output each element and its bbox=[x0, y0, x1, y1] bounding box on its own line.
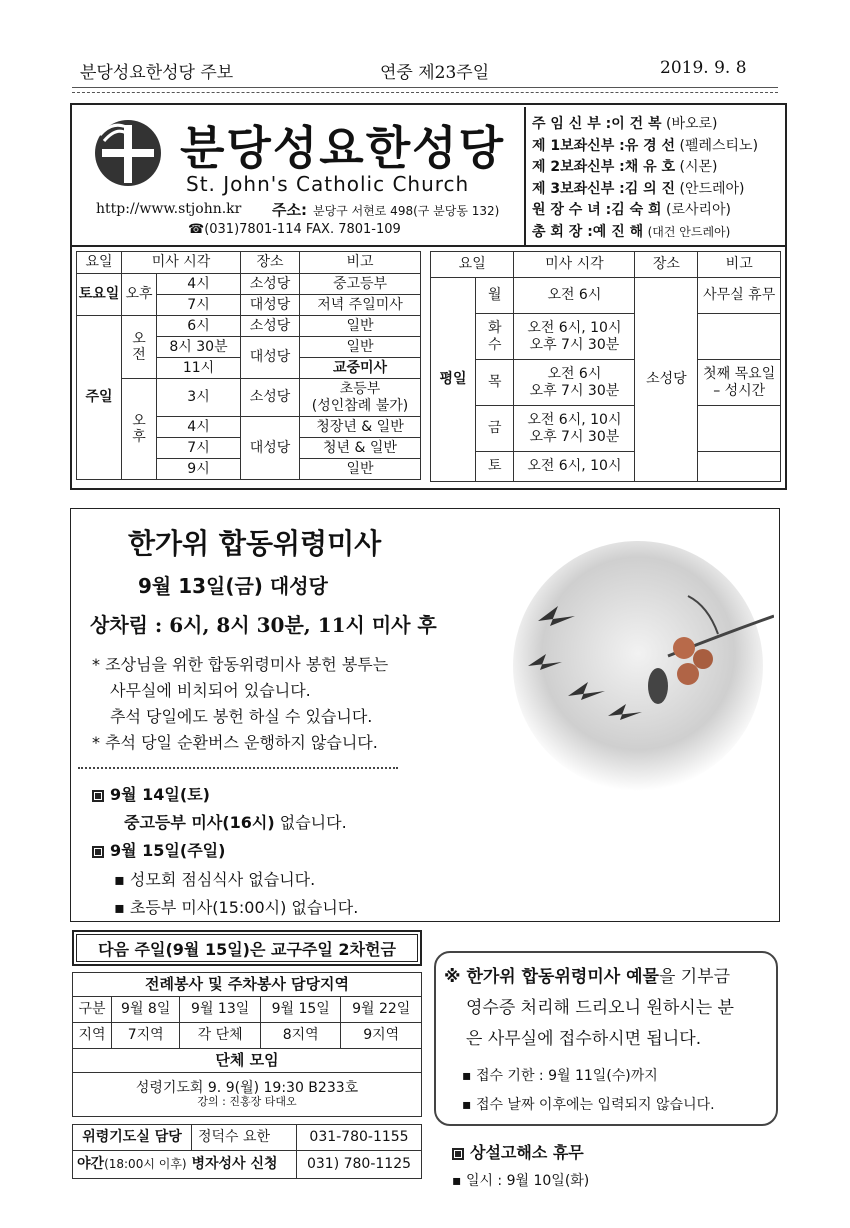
place-cell: 대성당 bbox=[241, 295, 300, 316]
group-title: 단체 모임 bbox=[73, 1049, 422, 1073]
time-cell: 오전 6시 오후 7시 30분 bbox=[514, 360, 635, 406]
item1-title: 9월 14일(토) bbox=[110, 785, 210, 804]
duty-cell: 각 단체 bbox=[180, 1023, 261, 1049]
bulletin-name: 분당성요한성당 주보 bbox=[80, 63, 234, 83]
col-header: 미사 시각 bbox=[514, 252, 635, 278]
time-cell: 오전 6시, 10시 오후 7시 30분 bbox=[514, 406, 635, 452]
feature-title: 한가위 합동위령미사 bbox=[128, 527, 382, 560]
place-cell: 소성당 bbox=[241, 379, 300, 417]
staff-row: 제 2보좌신부 :채 유 호 (시몬) bbox=[532, 159, 718, 175]
staff-row: 주 임 신 부 :이 건 복 (바오로) bbox=[532, 116, 718, 132]
closure-title: 상설고해소 휴무 bbox=[470, 1143, 584, 1162]
duty-title: 전례봉사 및 주차봉사 담당지역 bbox=[73, 973, 422, 997]
time-cell: 9시 bbox=[157, 459, 241, 480]
duty-cell: 9지역 bbox=[341, 1023, 422, 1049]
duty-cell: 9월 22일 bbox=[341, 997, 422, 1023]
col-header: 요일 bbox=[77, 252, 122, 274]
weekday-cell: 월 bbox=[476, 278, 514, 314]
col-header: 장소 bbox=[635, 252, 698, 278]
duty-cell: 9월 15일 bbox=[260, 997, 341, 1023]
masthead-bottom-rule bbox=[72, 245, 785, 247]
weekend-mass-table bbox=[76, 251, 421, 480]
group-meeting-sub: 강의 : 진홍장 타대오 bbox=[197, 1095, 297, 1109]
church-logo-icon bbox=[92, 117, 164, 189]
masthead-divider bbox=[524, 107, 526, 245]
note-cell bbox=[698, 452, 781, 482]
period-cell: 오 전 bbox=[122, 316, 157, 379]
notice-bullet: ▪ 접수 날짜 이후에는 입력되지 않습니다. bbox=[462, 1097, 715, 1113]
place-cell: 대성당 bbox=[241, 417, 300, 480]
feature-notes bbox=[92, 652, 388, 756]
church-name-ko: 분당성요한성당 bbox=[180, 121, 506, 175]
staff-row: 총 회 장 :예 진 해 (대건 안드레아) bbox=[532, 223, 731, 240]
checkbox-square-icon bbox=[92, 846, 104, 858]
day-cell: 평일 bbox=[431, 278, 476, 482]
duty-table bbox=[72, 972, 422, 1117]
contact-table bbox=[72, 1124, 422, 1179]
note-cell: 일반 bbox=[300, 337, 421, 358]
item1-title-row bbox=[92, 782, 210, 805]
note-cell: 일반 bbox=[300, 459, 421, 480]
staff-row: 원 장 수 녀 :김 숙 희 (로사리아) bbox=[532, 202, 732, 218]
night-sacrament-label: 야간(18:00시 이후) 병자성사 신청 bbox=[73, 1151, 297, 1179]
church-address: 분당구 서현로 498(구 분당동 132) bbox=[313, 204, 500, 218]
duty-cell: 9월 13일 bbox=[180, 997, 261, 1023]
col-header: 요일 bbox=[431, 252, 514, 278]
col-header: 비고 bbox=[698, 252, 781, 278]
bulletin-date: 2019. 9. 8 bbox=[660, 58, 747, 78]
place-cell: 소성당 bbox=[635, 278, 698, 482]
weekday-cell: 화 수 bbox=[476, 314, 514, 360]
church-website-link[interactable]: http://www.stjohn.kr bbox=[96, 201, 242, 217]
liturgical-week: 연중 제23주일 bbox=[380, 63, 490, 83]
item1-rest: 없습니다. bbox=[274, 813, 347, 832]
time-cell: 7시 bbox=[157, 438, 241, 459]
notice-bold: ※ 한가위 합동위령미사 예물 bbox=[444, 967, 659, 987]
time-cell: 7시 bbox=[157, 295, 241, 316]
period-cell: 오후 bbox=[122, 274, 157, 316]
staff-row: 제 1보좌신부 :유 경 선 (펠레스티노) bbox=[532, 137, 759, 154]
item2-line: ▪ 초등부 미사(15:00시) 없습니다. bbox=[114, 898, 359, 917]
feature-sangcharim: 상차림 : 6시, 8시 30분, 11시 미사 후 bbox=[90, 613, 437, 637]
address-label: 주소: bbox=[272, 201, 307, 219]
notice-line: 은 사무실에 접수하시면 됩니다. bbox=[466, 1029, 702, 1049]
item1-bold: 중고등부 미사(16시) bbox=[124, 813, 275, 832]
memorial-name: 정덕수 요한 bbox=[192, 1125, 297, 1151]
note-cell: 청장년 & 일반 bbox=[300, 417, 421, 438]
note-cell: 첫째 목요일 – 성시간 bbox=[698, 360, 781, 406]
place-cell: 소성당 bbox=[241, 274, 300, 295]
duty-cell: 7지역 bbox=[112, 1023, 180, 1049]
note-line: * 조상님을 위한 합동위령미사 봉헌 봉투는 bbox=[92, 655, 389, 674]
memorial-phone: 031-780-1155 bbox=[297, 1125, 422, 1151]
note-cell: 교중미사 bbox=[300, 358, 421, 379]
weekday-cell: 목 bbox=[476, 360, 514, 406]
time-cell: 오전 6시 bbox=[514, 278, 635, 314]
duty-cell: 지역 bbox=[73, 1023, 112, 1049]
period-cell: 오 후 bbox=[122, 379, 157, 480]
closure-title-row bbox=[452, 1140, 584, 1163]
time-cell: 6시 bbox=[157, 316, 241, 337]
duty-cell: 구분 bbox=[73, 997, 112, 1023]
item1-line bbox=[124, 810, 347, 833]
checkbox-square-icon bbox=[452, 1148, 464, 1160]
item2-title-row bbox=[92, 838, 225, 861]
note-cell: 저녁 주일미사 bbox=[300, 295, 421, 316]
notice-rest: 을 기부금 bbox=[658, 967, 731, 987]
header-rule bbox=[72, 87, 778, 88]
note-cell: 중고등부 bbox=[300, 274, 421, 295]
notice-bullet: ▪ 접수 기한 : 9월 11일(수)까지 bbox=[462, 1068, 658, 1084]
day-cell: 토요일 bbox=[77, 274, 122, 316]
group-meeting bbox=[73, 1073, 422, 1117]
night-sacrament-phone: 031) 780-1125 bbox=[297, 1151, 422, 1179]
offering-bullets bbox=[462, 1062, 715, 1120]
church-name-en: St. John's Catholic Church bbox=[186, 172, 470, 196]
staff-list bbox=[532, 114, 758, 243]
item2-line: ▪ 성모회 점심식사 없습니다. bbox=[114, 870, 316, 889]
duty-cell: 8지역 bbox=[260, 1023, 341, 1049]
item2-lines bbox=[114, 866, 358, 922]
weekday-mass-table bbox=[430, 251, 781, 482]
moon-birds-illustration-icon bbox=[418, 516, 774, 796]
church-phone: ☎(031)7801-114 FAX. 7801-109 bbox=[188, 222, 401, 237]
day-cell: 주일 bbox=[77, 316, 122, 480]
place-cell: 소성당 bbox=[241, 316, 300, 337]
col-header: 장소 bbox=[241, 252, 300, 274]
col-header: 비고 bbox=[300, 252, 421, 274]
notice-line: 영수증 처리해 드리오니 원하시는 분 bbox=[466, 998, 734, 1018]
time-cell: 오전 6시, 10시 bbox=[514, 452, 635, 482]
time-cell: 11시 bbox=[157, 358, 241, 379]
note-cell: 일반 bbox=[300, 316, 421, 337]
duty-cell: 9월 8일 bbox=[112, 997, 180, 1023]
place-cell: 대성당 bbox=[241, 337, 300, 379]
closure-date: ▪ 일시 : 9월 10일(화) bbox=[452, 1173, 590, 1189]
weekday-cell: 토 bbox=[476, 452, 514, 482]
item2-title: 9월 15일(주일) bbox=[110, 841, 226, 860]
note-cell: 사무실 휴무 bbox=[698, 278, 781, 314]
weekday-cell: 금 bbox=[476, 406, 514, 452]
group-meeting-line: 성령기도회 9. 9(월) 19:30 B233호 bbox=[135, 1080, 359, 1097]
time-cell: 8시 30분 bbox=[157, 337, 241, 358]
note-cell: 청년 & 일반 bbox=[300, 438, 421, 459]
col-header: 미사 시각 bbox=[122, 252, 241, 274]
note-cell: 초등부 (성인참례 불가) bbox=[300, 379, 421, 417]
memorial-label: 위령기도실 담당 bbox=[73, 1125, 192, 1151]
offering-notice-text bbox=[444, 962, 774, 1055]
note-cell bbox=[698, 406, 781, 452]
header-rule-2 bbox=[72, 92, 778, 93]
collection-notice: 다음 주일(9월 15일)은 교구주일 2차헌금 bbox=[72, 930, 422, 966]
checkbox-square-icon bbox=[92, 790, 104, 802]
note-cell bbox=[698, 314, 781, 360]
staff-row: 제 3보좌신부 :김 의 진 (안드레아) bbox=[532, 180, 745, 197]
note-line: 사무실에 비치되어 있습니다. bbox=[110, 681, 311, 700]
time-cell: 4시 bbox=[157, 417, 241, 438]
feature-date: 9월 13일(금) 대성당 bbox=[138, 574, 328, 598]
note-line: * 추석 당일 순환버스 운행하지 않습니다. bbox=[92, 733, 378, 752]
note-line: 추석 당일에도 봉헌 하실 수 있습니다. bbox=[110, 707, 373, 726]
time-cell: 3시 bbox=[157, 379, 241, 417]
dotted-divider bbox=[78, 767, 398, 769]
time-cell: 오전 6시, 10시 오후 7시 30분 bbox=[514, 314, 635, 360]
time-cell: 4시 bbox=[157, 274, 241, 295]
